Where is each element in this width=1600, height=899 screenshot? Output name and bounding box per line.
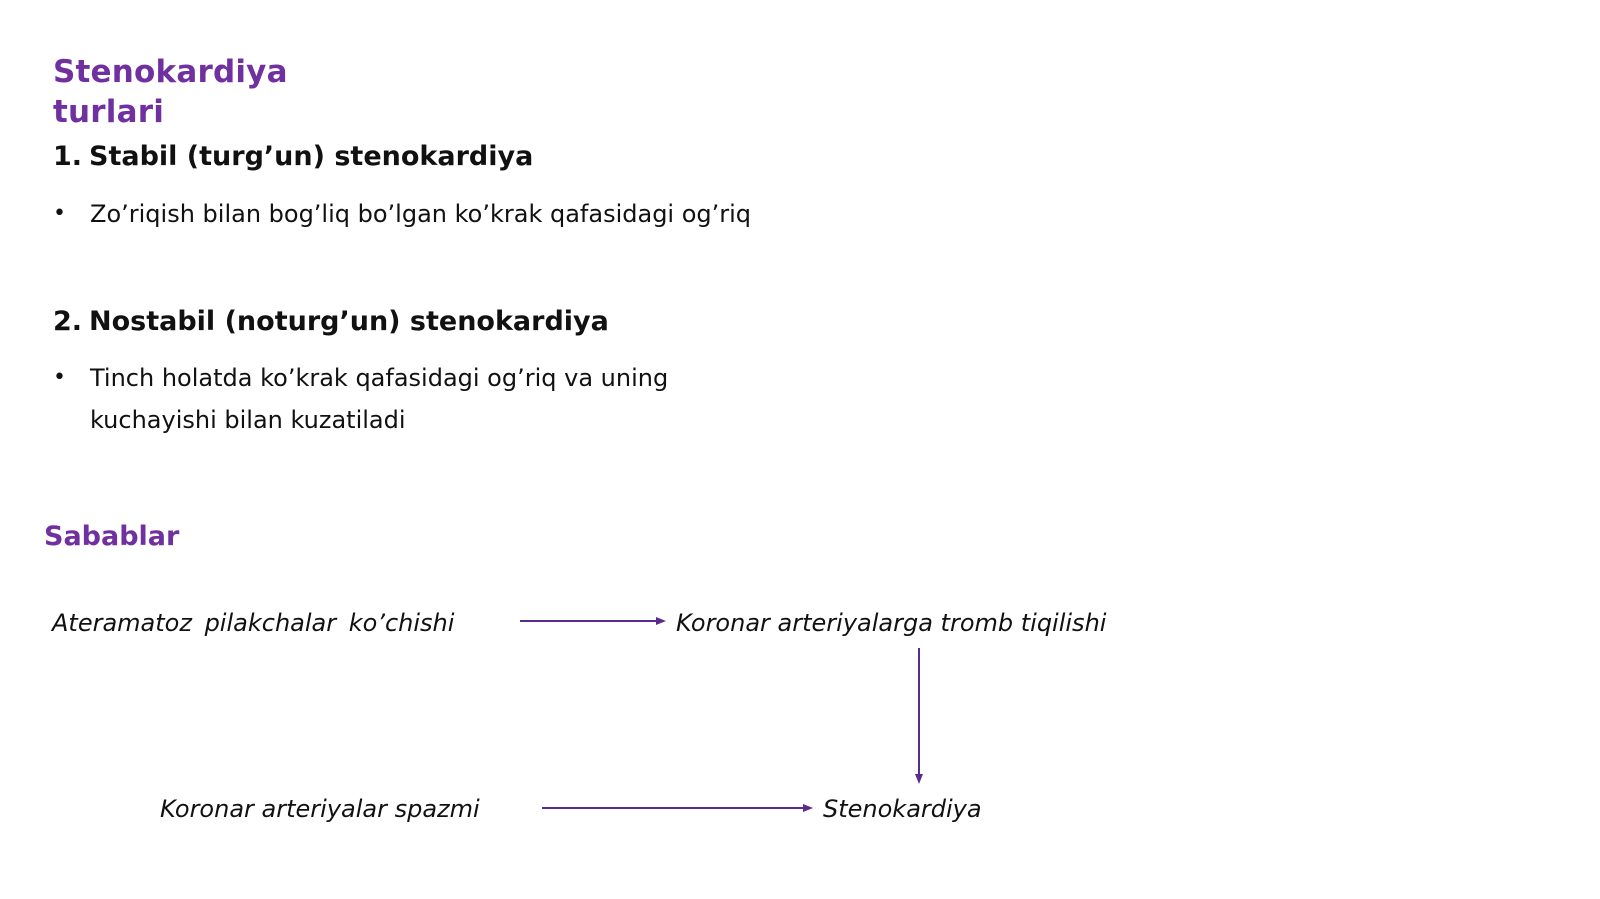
type-heading-stable-text: Stabil (turg’un) stenokardiya bbox=[89, 141, 534, 172]
type-heading-unstable-text: Nostabil (noturg’un) stenokardiya bbox=[89, 306, 609, 337]
slide-title-line-1: Stenokardiya bbox=[53, 54, 288, 90]
bullet-dot-icon: • bbox=[53, 365, 66, 390]
arrow-thrombus-to-result bbox=[915, 648, 923, 784]
flow-node-result: Stenokardiya bbox=[823, 795, 982, 823]
arrow-spasm-to-result bbox=[542, 804, 813, 812]
type-number-2: 2. bbox=[53, 306, 83, 337]
type-number-1: 1. bbox=[53, 141, 83, 172]
bullet-unstable-text: Tinch holatda ko’krak qafasidagi og’riq va uning kuchayishi bilan kuzatiladi bbox=[90, 364, 669, 434]
flow-node-spasm: Koronar arteriyalar spazmi bbox=[160, 795, 480, 823]
bullet-dot-icon: • bbox=[53, 201, 66, 226]
causes-title: Sabablar bbox=[44, 521, 180, 552]
bullet-stable-text: Zo’riqish bilan bog’liq bo’lgan ko’krak qafasidagi og’riq bbox=[90, 200, 752, 228]
flow-node-plaque: Ateramatoz pilakchalar ko’chishi bbox=[52, 609, 455, 637]
flow-node-thrombus: Koronar arteriyalarga tromb tiqilishi bbox=[676, 609, 1107, 637]
arrow-plaque-to-thrombus bbox=[520, 617, 666, 625]
slide-title-line-2: turlari bbox=[53, 94, 165, 130]
